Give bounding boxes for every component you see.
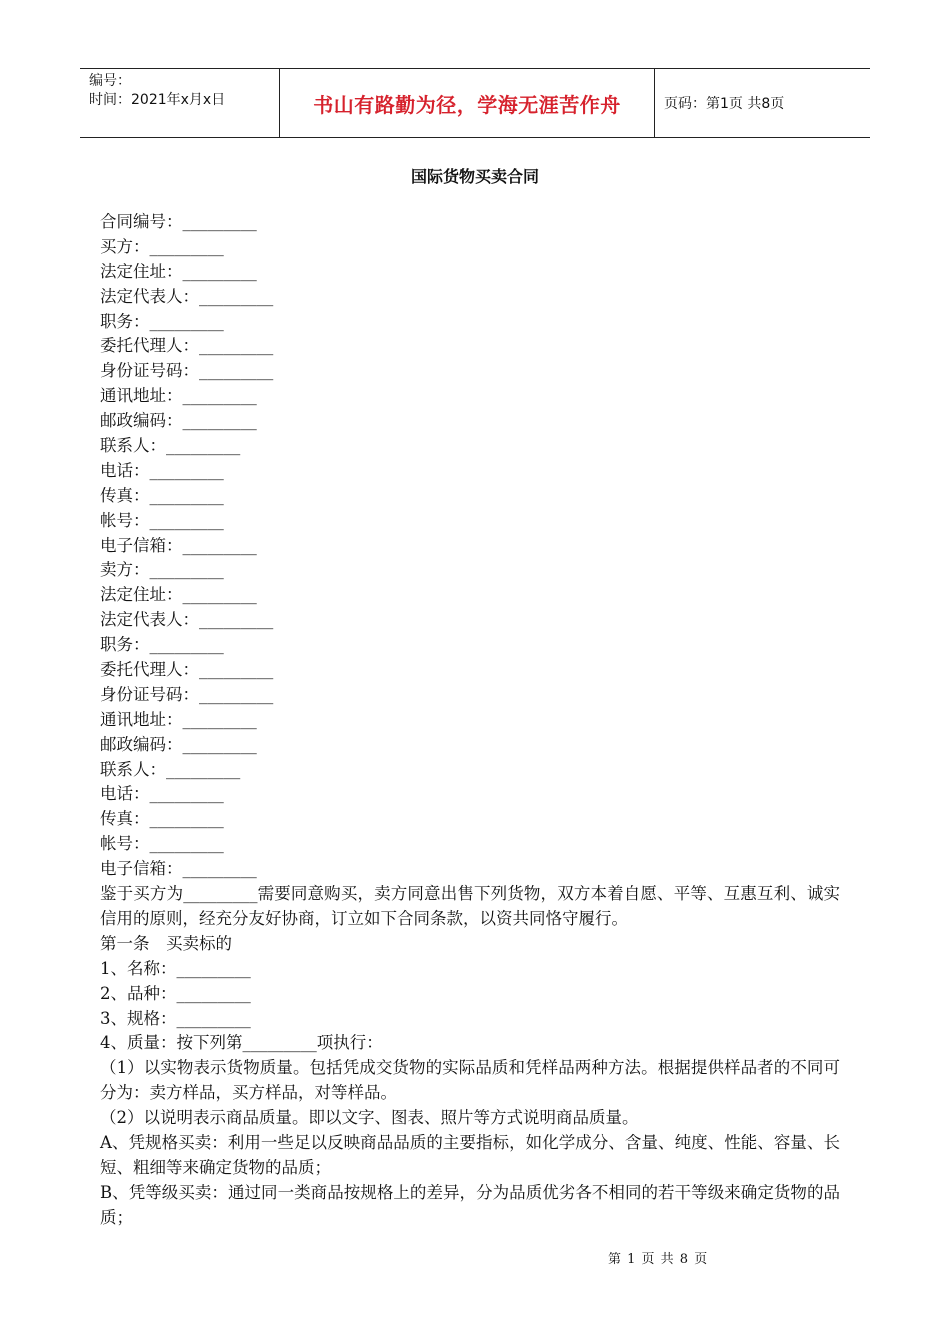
- field-buyer: 买方：_________: [100, 236, 224, 256]
- field-seller-id: 身份证号码：_________: [100, 684, 274, 704]
- field-buyer-phone: 电话：_________: [100, 460, 224, 480]
- item-variety: 2、品种：_________: [100, 983, 251, 1003]
- field-seller-agent: 委托代理人：_________: [100, 660, 274, 680]
- item-name: 1、名称：_________: [100, 958, 251, 978]
- document-number-label: 编号：: [89, 73, 131, 89]
- field-seller-legal-rep: 法定代表人：_________: [100, 610, 274, 630]
- article-heading: 第一条 买卖标的: [100, 933, 232, 953]
- field-buyer-address: 法定住址：_________: [100, 261, 257, 281]
- field-buyer-legal-rep: 法定代表人：_________: [100, 286, 274, 306]
- field-buyer-fax: 传真：_________: [100, 485, 224, 505]
- field-seller-fax: 传真：_________: [100, 809, 224, 829]
- quality-by-specification: A、凭规格买卖：利用一些足以反映商品品质的主要指标，如化学成分、含量、纯度、性能、容量、长短、粗细等来确定货物的品质；: [100, 1133, 840, 1177]
- page-footer: 第 1 页 共 8 页: [608, 1252, 709, 1267]
- page-header: [80, 68, 870, 138]
- item-spec: 3、规格：_________: [100, 1008, 251, 1028]
- header-page-label: 页码：第1页 共8页: [664, 96, 785, 112]
- header-meta: [80, 69, 280, 137]
- field-seller: 卖方：_________: [100, 560, 224, 580]
- field-seller-postcode: 邮政编码：_________: [100, 734, 257, 754]
- preamble-paragraph: 鉴于买方为_________需要同意购买，卖方同意出售下列货物，双方本着自愿、平等、互惠互利、诚实信用的原则，经充分友好协商，订立如下合同条款，以资共同恪守履行。: [100, 884, 840, 928]
- header-motto: 书山有路勤为径，学海无涯苦作舟: [313, 92, 621, 117]
- field-buyer-position: 职务：_________: [100, 311, 224, 331]
- field-seller-contact: 联系人：_________: [100, 759, 241, 779]
- item-quality: 4、质量：按下列第_________项执行：: [100, 1033, 383, 1053]
- field-seller-position: 职务：_________: [100, 635, 224, 655]
- field-buyer-email: 电子信箱：_________: [100, 535, 257, 555]
- quality-by-description: （2）以说明表示商品质量。即以文字、图表、照片等方式说明商品质量。: [100, 1108, 639, 1128]
- field-buyer-mail-address: 通讯地址：_________: [100, 386, 257, 406]
- field-buyer-account: 帐号：_________: [100, 510, 224, 530]
- quality-by-sample: （1）以实物表示货物质量。包括凭成交货物的实际品质和凭样品两种方法。根据提供样品者的不同可分为：卖方样品，买方样品，对等样品。: [100, 1058, 840, 1103]
- document-date-label: 时间：2021年x月x日: [89, 92, 226, 108]
- field-buyer-postcode: 邮政编码：_________: [100, 411, 257, 431]
- header-motto-cell: [280, 69, 655, 137]
- field-seller-account: 帐号：_________: [100, 834, 224, 854]
- field-seller-email: 电子信箱：_________: [100, 859, 257, 879]
- field-seller-mail-address: 通讯地址：_________: [100, 709, 257, 729]
- header-page-cell: [654, 69, 870, 137]
- quality-by-grade: B、凭等级买卖：通过同一类商品按规格上的差异，分为品质优劣各不相同的若干等级来确定货物的品质；: [100, 1182, 840, 1227]
- field-buyer-contact: 联系人：_________: [100, 436, 241, 456]
- field-contract-number: 合同编号：_________: [100, 212, 257, 231]
- field-seller-address: 法定住址：_________: [100, 585, 257, 605]
- field-buyer-id: 身份证号码：_________: [100, 361, 274, 381]
- field-buyer-agent: 委托代理人：_________: [100, 336, 274, 356]
- field-seller-phone: 电话：_________: [100, 784, 224, 804]
- contract-body: [100, 210, 840, 1231]
- document-title: 国际货物买卖合同: [410, 167, 539, 186]
